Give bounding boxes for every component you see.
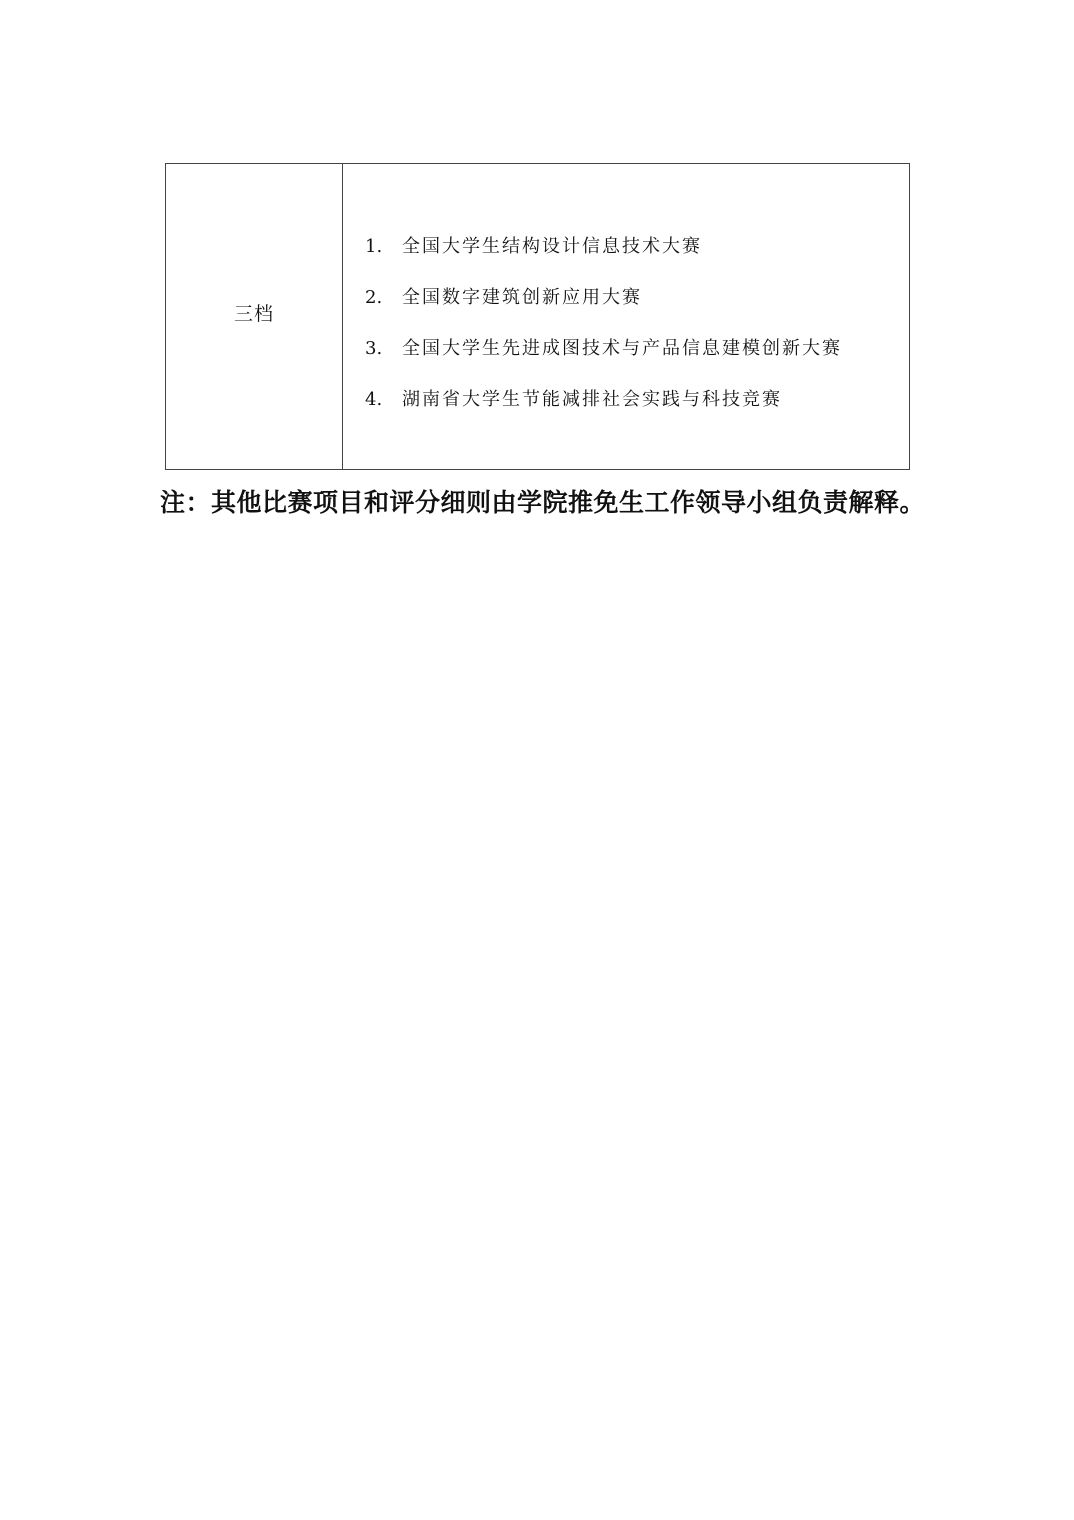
item-text: 全国数字建筑创新应用大赛 [402, 287, 642, 308]
grade-label: 三档 [166, 164, 343, 470]
item-number: 3. [365, 338, 383, 359]
table-row [166, 164, 910, 470]
list-item [365, 334, 909, 385]
competition-list [343, 164, 909, 436]
item-text: 全国大学生结构设计信息技术大赛 [402, 236, 702, 257]
competition-list-cell [343, 164, 910, 470]
competition-grade-table [165, 163, 910, 470]
item-number: 4. [365, 389, 383, 410]
list-item [365, 232, 909, 283]
list-item [365, 283, 909, 334]
list-item [365, 385, 909, 436]
item-number: 2. [365, 287, 383, 308]
item-number: 1. [365, 236, 383, 257]
item-text: 湖南省大学生节能减排社会实践与科技竞赛 [402, 389, 782, 410]
item-text: 全国大学生先进成图技术与产品信息建模创新大赛 [402, 338, 842, 359]
note-paragraph: 注：其他比赛项目和评分细则由学院推免生工作领导小组负责解释。 [160, 488, 926, 517]
